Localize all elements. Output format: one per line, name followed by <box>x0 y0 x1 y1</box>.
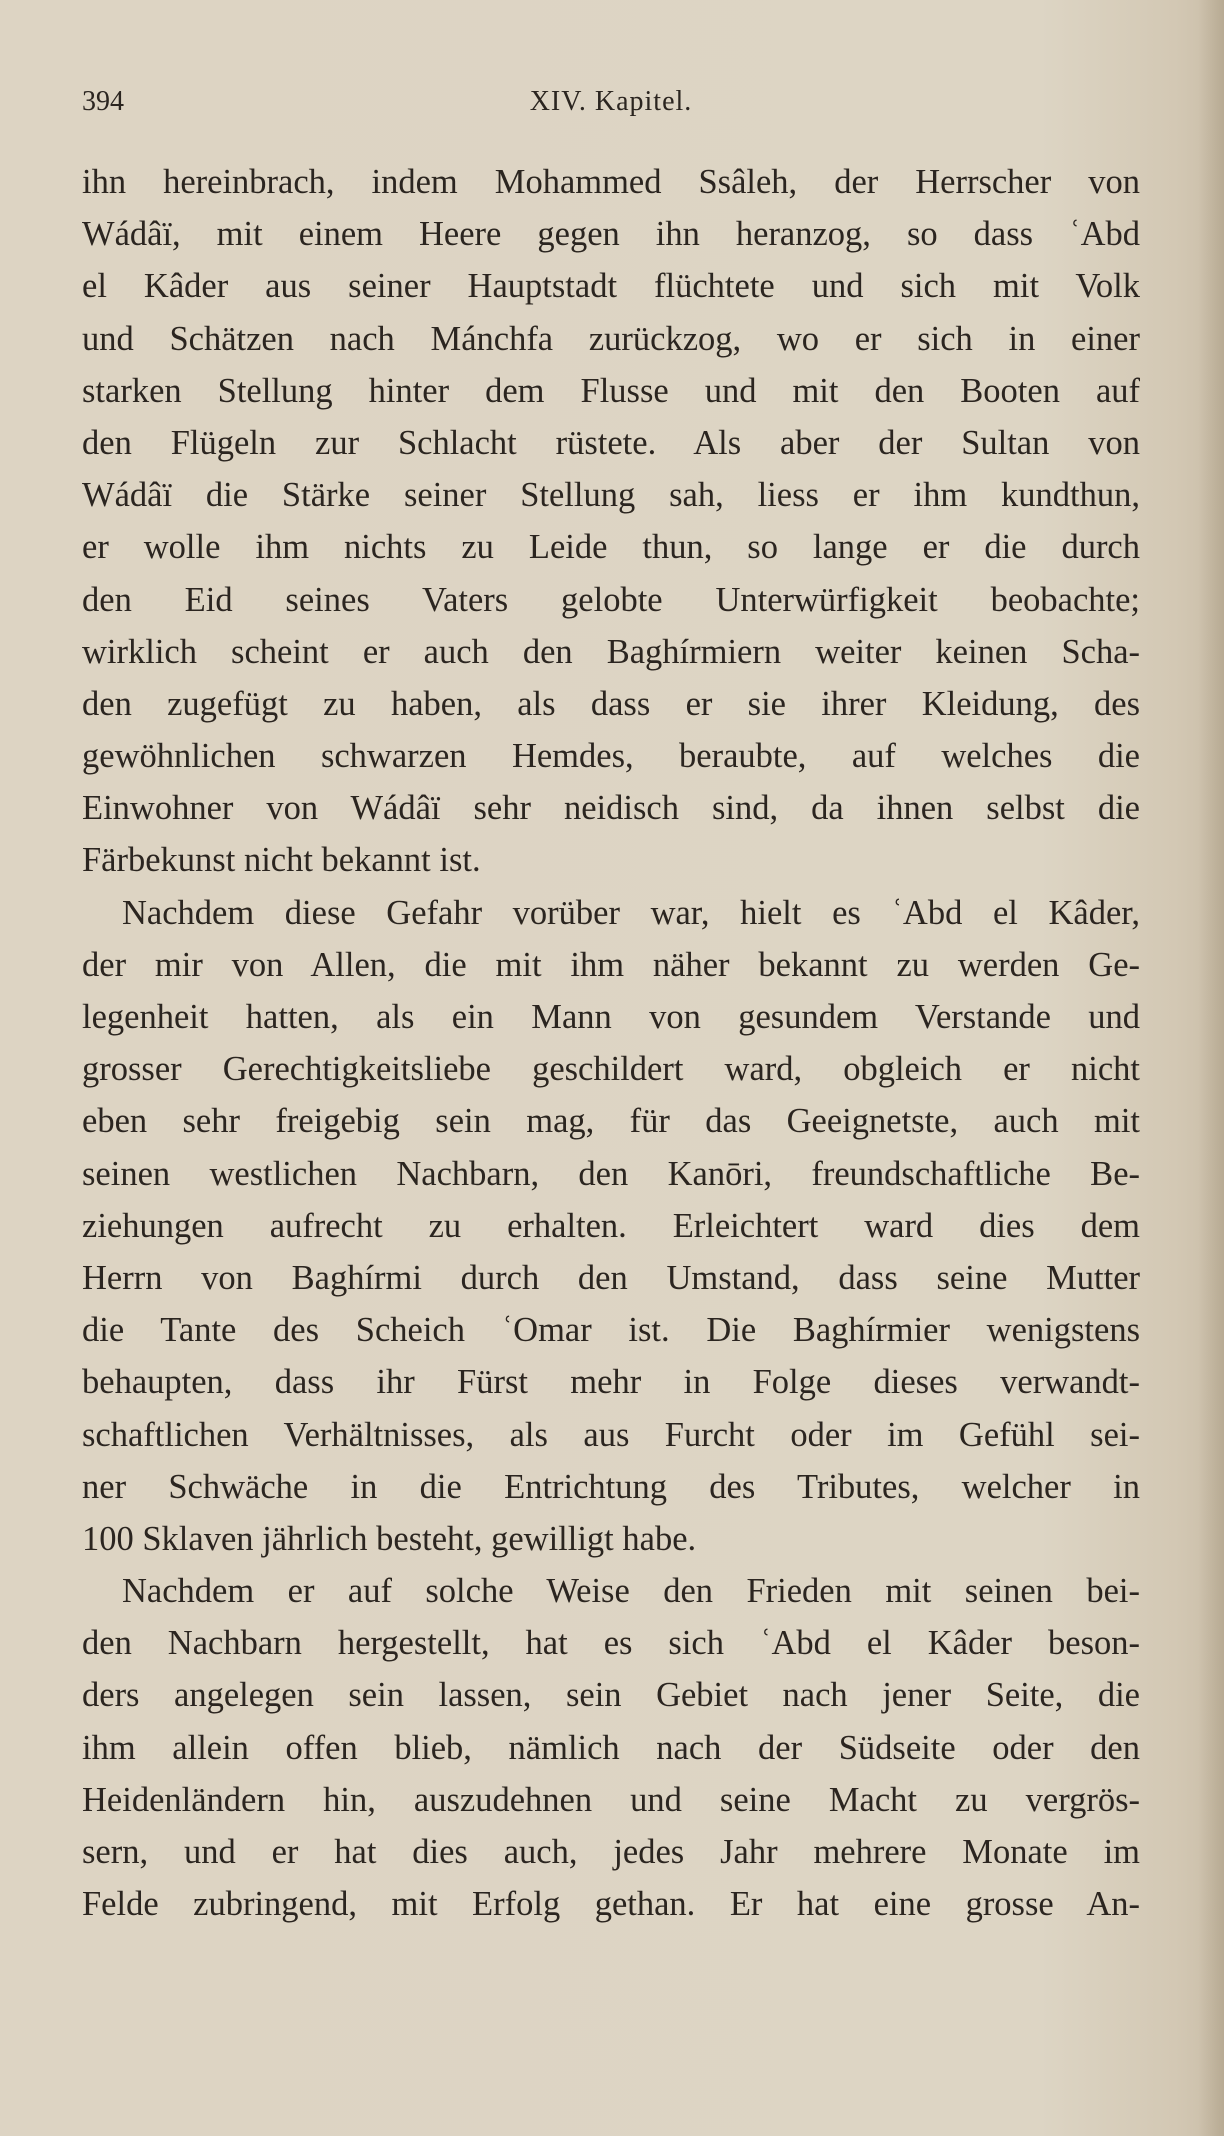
text-line: den zugefügt zu haben, als dass er sie ihrer Kleidung, des <box>82 684 1140 723</box>
text-line: und Schätzen nach Mánchfa zurückzog, wo er sich in einer <box>82 319 1140 358</box>
text-line: Einwohner von Wádâï sehr neidisch sind, da ihnen selbst die <box>82 789 1140 828</box>
text-line: der mir von Allen, die mit ihm näher bekannt zu werden Ge- <box>82 945 1140 984</box>
text-line: Wádâï die Stärke seiner Stellung sah, liess er ihm kundthun, <box>82 476 1140 515</box>
text-line: Wádâï, mit einem Heere gegen ihn heranzog, so dass ʿAbd <box>82 215 1140 254</box>
text-line: ihm allein offen blieb, nämlich nach der Südseite oder den <box>82 1728 1140 1767</box>
text-line: grosser Gerechtigkeitsliebe geschildert ward, obgleich er nicht <box>82 1050 1140 1089</box>
text-line: schaftlichen Verhältnisses, als aus Furcht oder im Gefühl sei- <box>82 1415 1140 1454</box>
text-line: gewöhnlichen schwarzen Hemdes, beraubte, auf welches die <box>82 737 1140 776</box>
text-line: starken Stellung hinter dem Flusse und mit den Booten auf <box>82 371 1140 410</box>
text-line: ihn hereinbrach, indem Mohammed Ssâleh, der Herrscher von <box>82 163 1140 201</box>
text-line: ders angelegen sein lassen, sein Gebiet nach jener Seite, die <box>82 1676 1140 1715</box>
page-header <box>82 86 1140 126</box>
text-line: Nachdem er auf solche Weise den Frieden mit seinen bei- <box>122 1572 1140 1611</box>
body-text <box>82 156 1140 1930</box>
text-line: sern, und er hat dies auch, jedes Jahr mehrere Monate im <box>82 1833 1140 1871</box>
text-line: eben sehr freigebig sein mag, für das Geeignetste, auch mit <box>82 1102 1140 1141</box>
text-line: behaupten, dass ihr Fürst mehr in Folge dieses verwandt- <box>82 1363 1140 1402</box>
text-line: Färbekunst nicht bekannt ist. <box>82 841 481 880</box>
running-head: XIV. Kapitel. <box>529 86 693 117</box>
page-edge-shadow <box>1198 0 1224 2136</box>
text-line: Felde zubringend, mit Erfolg gethan. Er hat eine grosse An- <box>82 1885 1140 1924</box>
text-line: er wolle ihm nichts zu Leide thun, so lange er die durch <box>82 528 1140 567</box>
text-line: den Flügeln zur Schlacht rüstete. Als aber der Sultan von <box>82 423 1140 462</box>
text-line: den Eid seines Vaters gelobte Unterwürfigkeit beobachte; <box>82 580 1140 619</box>
text-line: den Nachbarn hergestellt, hat es sich ʿAbd el Kâder beson- <box>82 1624 1140 1663</box>
text-line: seinen westlichen Nachbarn, den Kanōri, freundschaftliche Be- <box>82 1154 1140 1193</box>
text-line: die Tante des Scheich ʿOmar ist. Die Baghírmier wenigstens <box>82 1311 1140 1350</box>
text-line: el Kâder aus seiner Hauptstadt flüchtete und sich mit Volk <box>82 267 1140 306</box>
text-line: 100 Sklaven jährlich besteht, gewilligt habe. <box>82 1519 697 1558</box>
text-line: Herrn von Baghírmi durch den Umstand, dass seine Mutter <box>82 1258 1140 1297</box>
text-line: Heidenländern hin, auszudehnen und seine Macht zu vergrös- <box>82 1780 1140 1819</box>
text-line: legenheit hatten, als ein Mann von gesundem Verstande und <box>82 998 1140 1036</box>
text-line: ziehungen aufrecht zu erhalten. Erleichtert ward dies dem <box>82 1206 1140 1245</box>
text-line: wirklich scheint er auch den Baghírmiern weiter keinen Scha- <box>82 632 1140 671</box>
text-line: Nachdem diese Gefahr vorüber war, hielt es ʿAbd el Kâder, <box>122 893 1140 932</box>
text-line: ner Schwäche in die Entrichtung des Tributes, welcher in <box>82 1467 1140 1506</box>
page-number: 394 <box>82 86 124 117</box>
